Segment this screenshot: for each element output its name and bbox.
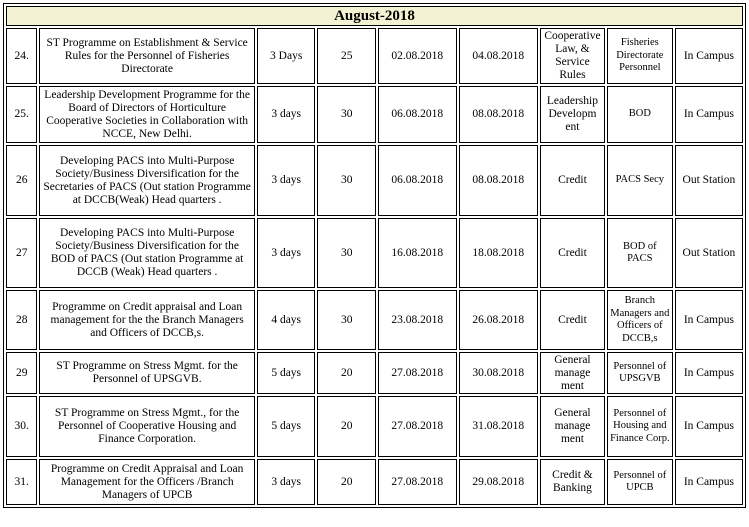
- programme-title-cell: Developing PACS into Multi-Purpose Society/Business Diversification for the BOD of PACS (Out station Programme at DCCB (Weak) Head quarters .: [39, 218, 255, 288]
- target-group-cell: BOD of PACS: [607, 218, 673, 288]
- participants-cell: 20: [317, 459, 376, 505]
- month-title: August-2018: [6, 6, 743, 26]
- start-date-cell: 02.08.2018: [378, 28, 456, 84]
- participants-cell: 20: [317, 352, 376, 394]
- start-date-cell: 23.08.2018: [378, 290, 456, 350]
- programme-title-cell: Leadership Development Programme for the Board of Directors of Horticulture Cooperative Societies in Collaboration with NCCE, New Delhi.: [39, 86, 255, 143]
- target-group-cell: Branch Managers and Officers of DCCB,s: [607, 290, 673, 350]
- start-date-cell: 16.08.2018: [378, 218, 456, 288]
- subject-area-cell: General manage ment: [540, 396, 605, 457]
- month-header-row: [6, 6, 743, 26]
- programme-title-cell: ST Programme on Stress Mgmt. for the Personnel of UPSGVB.: [39, 352, 255, 394]
- participants-cell: 30: [317, 218, 376, 288]
- participants-cell: 30: [317, 145, 376, 216]
- subject-area-cell: General manage ment: [540, 352, 605, 394]
- programme-title-cell: Programme on Credit appraisal and Loan management for the the Branch Managers and Officers of DCCB,s.: [39, 290, 255, 350]
- serial-number-cell: 28: [6, 290, 37, 350]
- start-date-cell: 06.08.2018: [378, 145, 456, 216]
- participants-cell: 30: [317, 290, 376, 350]
- subject-area-cell: Cooperative Law, & Service Rules: [540, 28, 605, 84]
- programme-title-cell: Programme on Credit Appraisal and Loan Management for the Officers /Branch Managers of UPCB: [39, 459, 255, 505]
- start-date-cell: 27.08.2018: [378, 396, 456, 457]
- duration-cell: 3 days: [257, 218, 316, 288]
- venue-cell: In Campus: [675, 459, 743, 505]
- training-schedule-table: [3, 3, 746, 508]
- programme-title-cell: ST Programme on Establishment & Service Rules for the Personnel of Fisheries Directorate: [39, 28, 255, 84]
- venue-cell: Out Station: [675, 145, 743, 216]
- serial-number-cell: 27: [6, 218, 37, 288]
- programme-title-cell: Developing PACS into Multi-Purpose Society/Business Diversification for the Secretaries of PACS (Out station Programme at DCCB(Weak) Head quarters .: [39, 145, 255, 216]
- end-date-cell: 30.08.2018: [459, 352, 539, 394]
- subject-area-cell: Credit: [540, 218, 605, 288]
- venue-cell: In Campus: [675, 86, 743, 143]
- subject-area-cell: Credit & Banking: [540, 459, 605, 505]
- participants-cell: 25: [317, 28, 376, 84]
- participants-cell: 30: [317, 86, 376, 143]
- duration-cell: 5 days: [257, 352, 316, 394]
- duration-cell: 4 days: [257, 290, 316, 350]
- end-date-cell: 18.08.2018: [459, 218, 539, 288]
- target-group-cell: BOD: [607, 86, 673, 143]
- duration-cell: 3 days: [257, 86, 316, 143]
- start-date-cell: 27.08.2018: [378, 352, 456, 394]
- end-date-cell: 26.08.2018: [459, 290, 539, 350]
- table-row: [6, 290, 743, 350]
- duration-cell: 5 days: [257, 396, 316, 457]
- serial-number-cell: 31.: [6, 459, 37, 505]
- venue-cell: In Campus: [675, 28, 743, 84]
- participants-cell: 20: [317, 396, 376, 457]
- venue-cell: In Campus: [675, 290, 743, 350]
- target-group-cell: Personnel of UPCB: [607, 459, 673, 505]
- table-row: [6, 218, 743, 288]
- end-date-cell: 31.08.2018: [459, 396, 539, 457]
- target-group-cell: Personnel of UPSGVB: [607, 352, 673, 394]
- target-group-cell: Personnel of Housing and Finance Corp.: [607, 396, 673, 457]
- end-date-cell: 08.08.2018: [459, 145, 539, 216]
- serial-number-cell: 24.: [6, 28, 37, 84]
- serial-number-cell: 25.: [6, 86, 37, 143]
- table-row: [6, 459, 743, 505]
- duration-cell: 3 days: [257, 145, 316, 216]
- end-date-cell: 04.08.2018: [459, 28, 539, 84]
- target-group-cell: Fisheries Directorate Personnel: [607, 28, 673, 84]
- venue-cell: Out Station: [675, 218, 743, 288]
- start-date-cell: 27.08.2018: [378, 459, 456, 505]
- serial-number-cell: 30.: [6, 396, 37, 457]
- table-row: [6, 28, 743, 84]
- start-date-cell: 06.08.2018: [378, 86, 456, 143]
- end-date-cell: 29.08.2018: [459, 459, 539, 505]
- venue-cell: In Campus: [675, 352, 743, 394]
- table-row: [6, 396, 743, 457]
- target-group-cell: PACS Secy: [607, 145, 673, 216]
- duration-cell: 3 days: [257, 459, 316, 505]
- schedule-container: [3, 3, 746, 508]
- table-row: [6, 86, 743, 143]
- serial-number-cell: 29: [6, 352, 37, 394]
- subject-area-cell: Credit: [540, 290, 605, 350]
- table-row: [6, 145, 743, 216]
- subject-area-cell: Leadership Developm ent: [540, 86, 605, 143]
- programme-title-cell: ST Programme on Stress Mgmt., for the Personnel of Cooperative Housing and Finance Corporation.: [39, 396, 255, 457]
- serial-number-cell: 26: [6, 145, 37, 216]
- venue-cell: In Campus: [675, 396, 743, 457]
- end-date-cell: 08.08.2018: [459, 86, 539, 143]
- subject-area-cell: Credit: [540, 145, 605, 216]
- duration-cell: 3 Days: [257, 28, 316, 84]
- table-row: [6, 352, 743, 394]
